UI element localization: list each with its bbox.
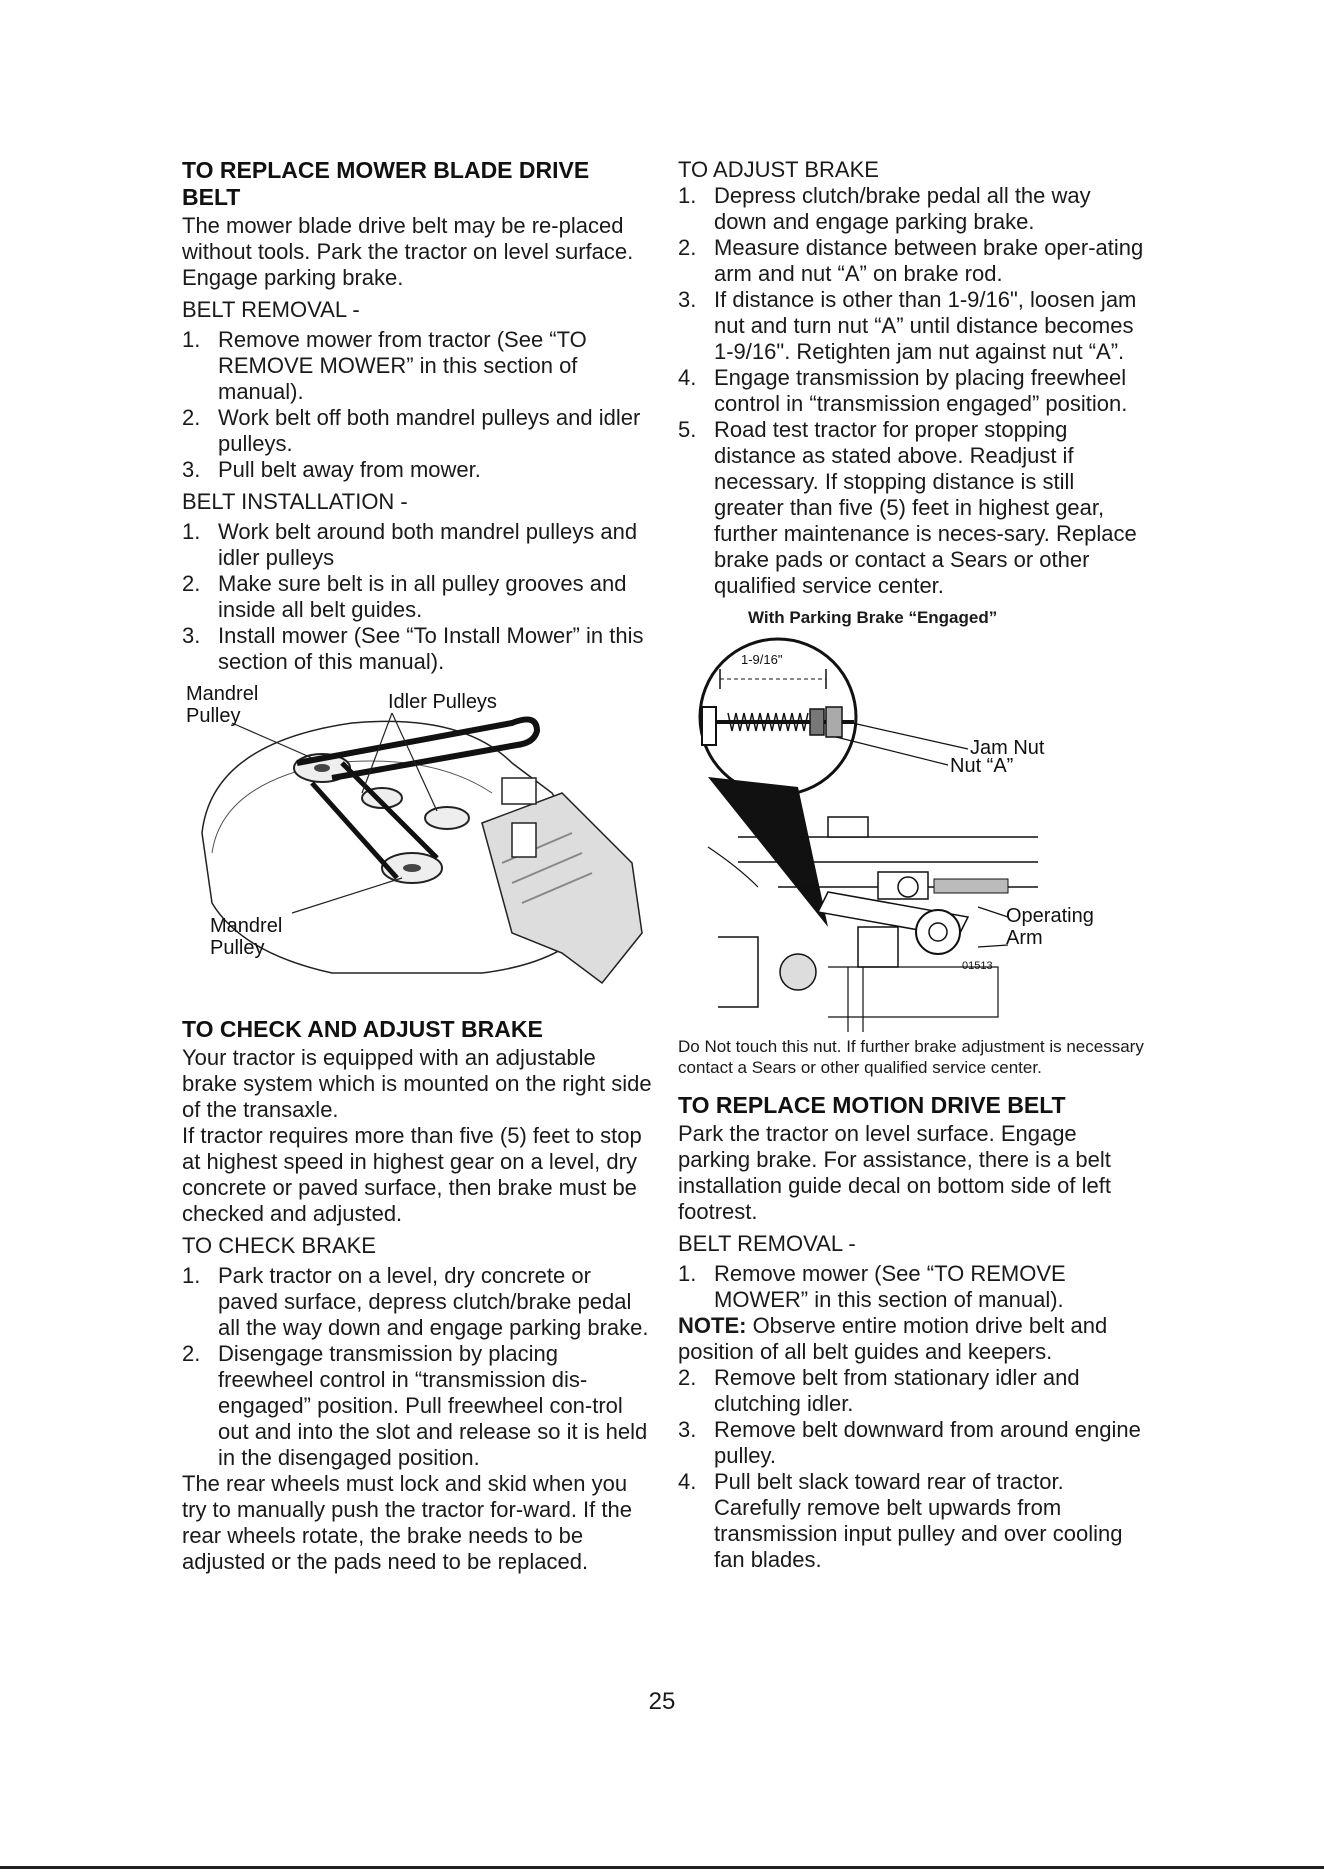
label-nut-a: Nut “A” bbox=[950, 755, 1014, 777]
check-brake-steps bbox=[182, 1263, 652, 1471]
list-item: 1. Depress clutch/brake pedal all the way down and engage parking brake. bbox=[678, 183, 1091, 234]
check-brake-closing: The rear wheels must lock and skid when you try to manually push the tractor for-ward. If the rear wheels rotate, the brake needs to be adjusted or the pads need to be replaced. bbox=[182, 1471, 632, 1574]
list-item: 2. Measure distance between brake oper-ating arm and nut “A” on brake rod. bbox=[678, 235, 1144, 286]
section-title-motion-belt: TO REPLACE MOTION DRIVE BELT bbox=[678, 1092, 1066, 1118]
list-item: 1. Remove mower from tractor (See “TO REMOVE MOWER” in this section of manual). bbox=[182, 327, 587, 404]
mower-deck-illustration bbox=[182, 683, 652, 1008]
page-bottom-rule bbox=[0, 1866, 1324, 1869]
adjust-brake-steps bbox=[678, 183, 1148, 599]
note-text: Observe entire motion drive belt and position of all belt guides and keepers. bbox=[678, 1313, 1108, 1364]
label-dimension: 1-9/16" bbox=[741, 652, 783, 667]
check-brake-heading: TO CHECK BRAKE bbox=[182, 1233, 376, 1258]
list-item: 3. Remove belt downward from around engine pulley. bbox=[678, 1417, 1141, 1468]
brake-assembly-illustration bbox=[678, 637, 1148, 1032]
list-item: 5. Road test tractor for proper stopping distance as stated above. Readjust if necessary. If stopping distance is still greater than five (5) feet in highest gear, further maintenance is neces-sary. Replace brake pads or contact a Sears or other qualified service center. bbox=[678, 417, 1137, 598]
label-mandrel-pulley-bottom: Mandrel Pulley bbox=[210, 915, 283, 959]
list-item: 3. If distance is other than 1-9/16", loosen jam nut and turn nut “A” until distance becomes 1-9/16". Retighten jam nut against nut “A”. bbox=[678, 287, 1137, 364]
motion-belt-removal-heading: BELT REMOVAL - bbox=[678, 1231, 856, 1256]
left-column bbox=[182, 157, 652, 1581]
list-item: 3. Install mower (See “To Install Mower” in this section of this manual). bbox=[182, 623, 644, 674]
list-item: 1. Remove mower (See “TO REMOVE MOWER” in this section of manual). bbox=[678, 1261, 1066, 1312]
label-jam-nut: Jam Nut bbox=[970, 737, 1045, 759]
list-item: 2. Make sure belt is in all pulley grooves and inside all belt guides. bbox=[182, 571, 627, 622]
list-item: 1. Work belt around both mandrel pulleys and idler pulleys bbox=[182, 519, 638, 570]
motion-belt-steps bbox=[678, 1365, 1148, 1573]
section-title-check-adjust-brake: TO CHECK AND ADJUST BRAKE bbox=[182, 1016, 543, 1042]
belt-removal-heading: BELT REMOVAL - bbox=[182, 297, 360, 322]
list-item: 2. Disengage transmission by placing freewheel control in “transmission dis-engaged” position. Pull freewheel con-trol out and into the slot and release so it is held in the disengaged position. bbox=[182, 1341, 648, 1470]
label-mandrel-pulley-top: Mandrel Pulley bbox=[186, 683, 259, 727]
label-part-number: 01513 bbox=[962, 960, 993, 972]
brake-figure bbox=[678, 637, 1148, 1032]
label-operating-arm: Operating Arm bbox=[1006, 905, 1094, 949]
motion-belt-note bbox=[678, 1313, 1148, 1365]
blade-belt-intro: The mower blade drive belt may be re-placed without tools. Park the tractor on level surface. Engage parking brake. bbox=[182, 213, 634, 290]
page-number: 25 bbox=[648, 1688, 676, 1715]
right-column bbox=[678, 157, 1148, 1579]
mower-deck-figure bbox=[182, 683, 652, 1008]
motion-belt-intro: Park the tractor on level surface. Engage parking brake. For assistance, there is a belt installation guide decal on bottom side of left footrest. bbox=[678, 1121, 1111, 1224]
list-item: 3. Pull belt away from mower. bbox=[182, 457, 481, 482]
belt-installation-steps bbox=[182, 519, 652, 675]
list-item: 2. Remove belt from stationary idler and clutching idler. bbox=[678, 1365, 1080, 1416]
list-item: 4. Engage transmission by placing freewheel control in “transmission engaged” position. bbox=[678, 365, 1128, 416]
check-adjust-p2: If tractor requires more than five (5) feet to stop at highest speed in highest gear on a level, dry concrete or paved surface, then brake must be checked and adjusted. bbox=[182, 1123, 642, 1226]
label-idler-pulleys: Idler Pulleys bbox=[388, 691, 497, 713]
check-adjust-p1: Your tractor is equipped with an adjustable brake system which is mounted on the right side of the transaxle. bbox=[182, 1045, 652, 1122]
list-item: 1. Park tractor on a level, dry concrete or paved surface, depress clutch/brake pedal all the way down and engage parking brake. bbox=[182, 1263, 649, 1340]
brake-figure-note: Do Not touch this nut. If further brake adjustment is necessary contact a Sears or other qualified service center. bbox=[678, 1037, 1144, 1077]
motion-belt-step-1 bbox=[678, 1261, 1148, 1313]
section-title-blade-belt: TO REPLACE MOWER BLADE DRIVE BELT bbox=[182, 157, 590, 210]
list-item: 4. Pull belt slack toward rear of tractor. Carefully remove belt upwards from transmission input pulley and over cooling fan blades. bbox=[678, 1469, 1123, 1572]
belt-removal-steps bbox=[182, 327, 652, 483]
note-label: NOTE: bbox=[678, 1313, 747, 1338]
list-item: 2. Work belt off both mandrel pulleys and idler pulleys. bbox=[182, 405, 641, 456]
belt-installation-heading: BELT INSTALLATION - bbox=[182, 489, 408, 514]
brake-figure-caption: With Parking Brake “Engaged” bbox=[748, 608, 998, 627]
adjust-brake-heading: TO ADJUST BRAKE bbox=[678, 157, 879, 182]
